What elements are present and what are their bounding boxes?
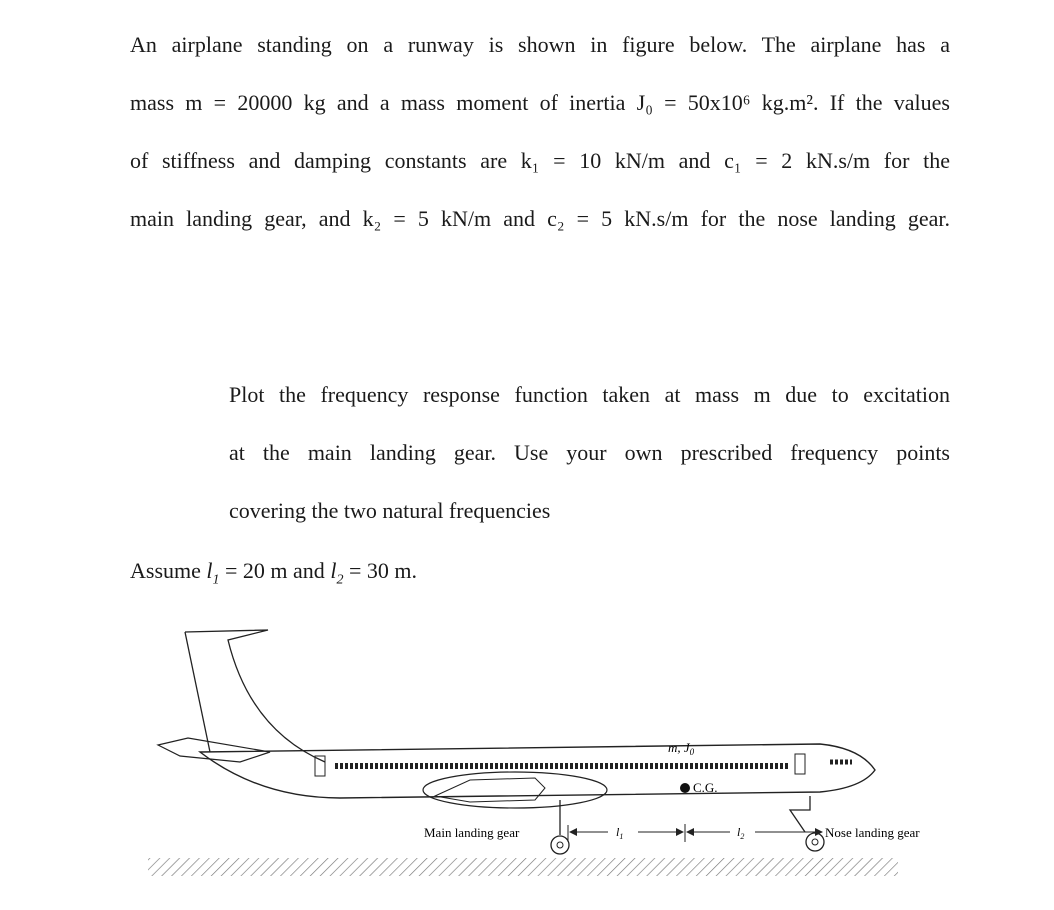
l2-dim-symbol: l bbox=[737, 825, 741, 839]
front-door bbox=[795, 754, 805, 774]
task-line-1: Plot the frequency response function taken at mass m due to excitation bbox=[229, 382, 950, 407]
engine bbox=[435, 778, 545, 802]
cg-marker bbox=[680, 783, 690, 793]
task-statement bbox=[229, 380, 950, 554]
airplane-diagram bbox=[140, 620, 940, 890]
airplane-figure bbox=[140, 620, 940, 890]
cg-label: C.G. bbox=[693, 780, 718, 795]
main-gear-label: Main landing gear bbox=[424, 825, 520, 840]
statement-line-1: An airplane standing on a runway is shown in figure below. The airplane has a bbox=[130, 32, 950, 57]
nose-gear-strut bbox=[790, 796, 810, 832]
l1-dim-symbol: l bbox=[616, 825, 620, 839]
statement-line-4: main landing gear, and k₂ = 5 kN/m and c₂ = 5 kN.s/m for the nose landing gear. bbox=[130, 206, 950, 231]
l1-value: = 20 m and bbox=[219, 558, 331, 583]
task-line-2: at the main landing gear. Use your own prescribed frequency points bbox=[229, 440, 950, 465]
assume-prefix: Assume bbox=[130, 558, 207, 583]
rear-door bbox=[315, 756, 325, 776]
l1-subscript: 1 bbox=[212, 572, 220, 588]
l2-subscript: 2 bbox=[336, 572, 344, 588]
mass-label-sub: 0 bbox=[689, 747, 695, 757]
nose-gear-label: Nose landing gear bbox=[825, 825, 920, 840]
mass-label-text: m, J bbox=[668, 740, 690, 755]
l2-symbol: l bbox=[330, 558, 337, 583]
l1-dimension-label bbox=[616, 825, 623, 841]
main-gear-hub bbox=[557, 842, 563, 848]
tail-fin bbox=[185, 630, 325, 762]
statement-line-2: mass m = 20000 kg and a mass moment of inertia J₀ = 50x10⁶ kg.m². If the values bbox=[130, 90, 950, 115]
assumption bbox=[130, 556, 950, 614]
l1-dim-sub: 1 bbox=[619, 832, 624, 841]
task-line-3: covering the two natural frequencies bbox=[229, 498, 551, 523]
tail-fin-front bbox=[185, 632, 210, 752]
fuselage bbox=[200, 744, 875, 798]
statement-line-3: of stiffness and damping constants are k₁ = 10 kN/m and c₁ = 2 kN.s/m for the bbox=[130, 148, 950, 173]
l2-value: = 30 m. bbox=[343, 558, 417, 583]
wing bbox=[423, 772, 607, 808]
l2-dim-sub: 2 bbox=[740, 832, 745, 841]
nose-gear-wheel bbox=[806, 833, 824, 851]
nose-gear-hub bbox=[812, 839, 818, 845]
assumption-line bbox=[130, 556, 950, 614]
mass-label bbox=[668, 740, 695, 757]
runway-ground bbox=[148, 858, 898, 876]
l2-dimension-label bbox=[737, 825, 744, 841]
l1-symbol: l bbox=[206, 558, 213, 583]
problem-statement bbox=[130, 30, 950, 262]
main-gear-wheel bbox=[551, 836, 569, 854]
horizontal-stabilizer bbox=[158, 738, 270, 762]
